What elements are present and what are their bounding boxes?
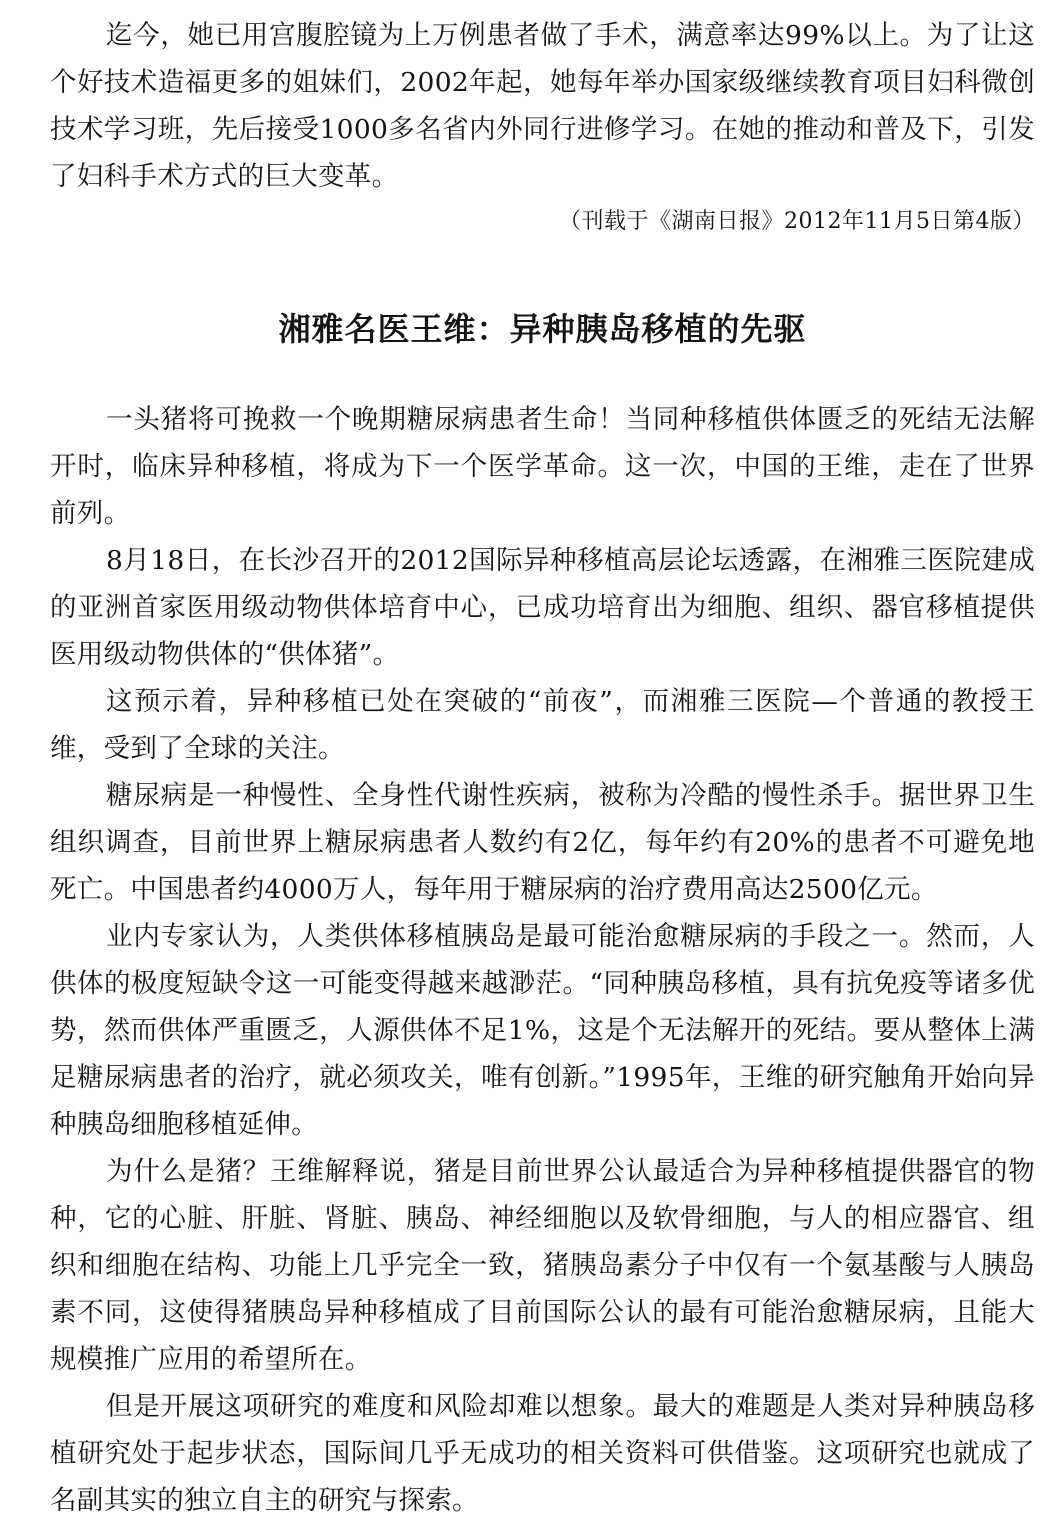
document-page bbox=[50, 12, 1035, 1524]
body-paragraph-5: 业内专家认为，人类供体移植胰岛是最可能治愈糖尿病的手段之一。然而，人供体的极度短缺令这一可能变得越来越渺茫。“同种胰岛移植，具有抗免疫等诸多优势，然而供体严重匮乏，人源供体不足1%，这是个无法解开的死结。要从整体上满足糖尿病患者的治疗，就必须攻关，唯有创新。”1995年，王维的研究触角开始向异种胰岛细胞移植延伸。 bbox=[50, 921, 1035, 1140]
body-paragraph-1: 一头猪将可挽救一个晚期糖尿病患者生命！当同种移植供体匮乏的死结无法解开时，临床异种移植，将成为下一个医学革命。这一次，中国的王维，走在了世界前列。 bbox=[50, 404, 1035, 529]
article-title: 湘雅名医王维：异种胰岛移植的先驱 bbox=[278, 310, 807, 348]
body-paragraph-2: 8月18日，在长沙召开的2012国际异种移植高层论坛透露，在湘雅三医院建成的亚洲首家医用级动物供体培育中心，已成功培育出为细胞、组织、器官移植提供医用级动物供体的“供体猪”。 bbox=[50, 545, 1035, 670]
body-paragraph-3: 这预示着，异种移植已处在突破的“前夜”，而湘雅三医院—个普通的教授王维，受到了全球的关注。 bbox=[50, 686, 1035, 764]
previous-article-paragraph: 迄今，她已用宫腹腔镜为上万例患者做了手术，满意率达99%以上。为了让这个好技术造福更多的姐妹们，2002年起，她每年举办国家级继续教育项目妇科微创技术学习班，先后接受1000多名省内外同行进修学习。在她的推动和普及下，引发了妇科手术方式的巨大变革。 bbox=[50, 20, 1035, 192]
source-note: （刊载于《湖南日报》2012年11月5日第4版） bbox=[559, 209, 1035, 234]
body-paragraph-4: 糖尿病是一种慢性、全身性代谢性疾病，被称为冷酷的慢性杀手。据世界卫生组织调查，目前世界上糖尿病患者人数约有2亿，每年约有20%的患者不可避免地死亡。中国患者约4000万人，每年用于糖尿病的治疗费用高达2500亿元。 bbox=[50, 780, 1035, 905]
body-paragraph-6: 为什么是猪？王维解释说，猪是目前世界公认最适合为异种移植提供器官的物种，它的心脏、肝脏、肾脏、胰岛、神经细胞以及软骨细胞，与人的相应器官、组织和细胞在结构、功能上几乎完全一致，猪胰岛素分子中仅有一个氨基酸与人胰岛素不同，这使得猪胰岛异种移植成了目前国际公认的最有可能治愈糖尿病，且能大规模推广应用的希望所在。 bbox=[50, 1156, 1035, 1375]
body-paragraph-7: 但是开展这项研究的难度和风险却难以想象。最大的难题是人类对异种胰岛移植研究处于起步状态，国际间几乎无成功的相关资料可供借鉴。这项研究也就成了名副其实的独立自主的研究与探索。 bbox=[50, 1391, 1035, 1516]
